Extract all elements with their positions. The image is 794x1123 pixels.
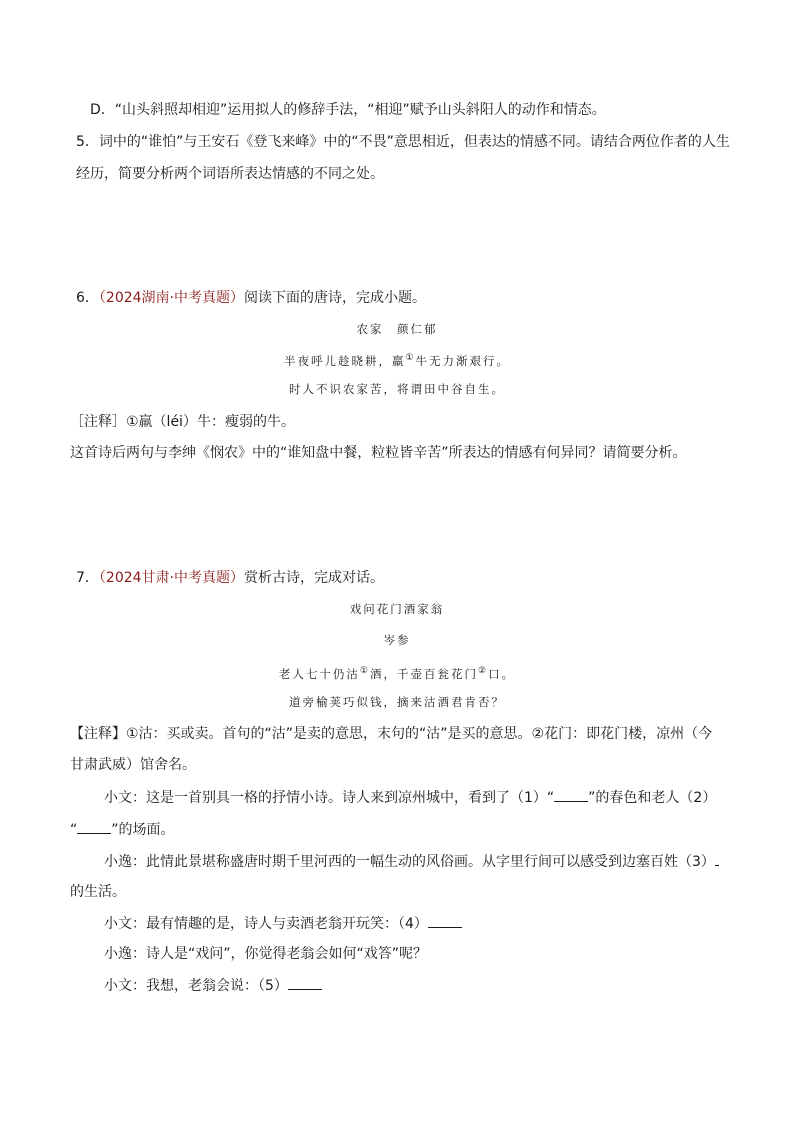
dialogue-text: 小逸：此情此景堪称盛唐时期千里河西的一幅生动的风俗画。从字里行间可以感受到边塞百姓（3）: [104, 854, 715, 870]
answer-blank-3[interactable]: [715, 851, 719, 866]
question-7-header: [76, 568, 384, 588]
note-marker: ①: [359, 666, 370, 676]
annotation-line1: 【注释】①沽：买或卖。首句的“沽”是卖的意思，末句的“沽”是买的意思。②花门：即花门楼，凉州（今: [70, 726, 713, 742]
poem-text: 口。: [488, 666, 516, 681]
note-marker: ①: [405, 353, 416, 363]
dialogue-3: [104, 913, 462, 934]
source-tag: 2024湖南·中考真题: [105, 290, 231, 306]
dialogue-1: [104, 787, 716, 808]
question-6-text: 这首诗后两句与李绅《悯农》中的“谁知盘中餐，粒粒皆辛苦”所表达的情感有何异同？请简要分析。: [70, 445, 687, 461]
dialogue-text: “: [70, 822, 78, 838]
option-d: D．“山头斜照却相迎”运用拟人的修辞手法，“相迎”赋予山头斜阳人的动作和情态。: [90, 102, 606, 118]
source-close: ）: [230, 570, 245, 586]
dialogue-text: ”的场面。: [111, 822, 175, 838]
dialogue-text: 小文：我想，老翁会说：（5）: [104, 978, 288, 994]
dialogue-text: 小文：最有情趣的是，诗人与卖酒老翁开玩笑：（4）: [104, 916, 428, 932]
poem-line-2: 道旁榆荚巧似钱，摘来沽酒君肯否？: [289, 695, 505, 709]
source-tag: 2024甘肃·中考真题: [105, 570, 231, 586]
question-number: 7．: [76, 570, 99, 586]
poem-line-1: [0, 662, 794, 683]
poem-title: 农家 颜仁郁: [356, 322, 438, 336]
dialogue-text: ”的春色和老人（2）: [588, 790, 717, 806]
source-open: （: [98, 290, 106, 306]
question-5-line2: 经历，简要分析两个词语所表达情感的不同之处。: [76, 166, 384, 182]
question-prompt: 赏析古诗，完成对话。: [244, 570, 385, 586]
dialogue-4: 小逸：诗人是“戏问”，你觉得老翁会如何“戏答”呢？: [104, 946, 428, 962]
note-marker: ②: [478, 666, 489, 676]
poem-author: 岑参: [383, 633, 411, 647]
answer-blank-1[interactable]: [554, 787, 588, 802]
dialogue-text: 小文：这是一首别具一格的抒情小诗。诗人来到凉州城中，看到了（1）“: [104, 790, 555, 806]
question-5-line1: 5．词中的“谁怕”与王安石《登飞来峰》中的“不畏”意思相近，但表达的情感不同。请结合两位作者的人生: [76, 134, 730, 150]
poem-text: 老人七十仍沽: [278, 666, 360, 681]
source-close: ）: [230, 290, 245, 306]
poem-text: 酒，千壶百瓮花门: [370, 666, 478, 681]
question-number: 6．: [76, 290, 99, 306]
annotation: ［注释］①羸（léi）牛：瘦弱的牛。: [70, 414, 295, 430]
poem-line-2: 时人不识农家苦，将谓田中谷自生。: [289, 382, 505, 396]
question-6-header: [76, 288, 426, 308]
dialogue-2-cont: 的生活。: [70, 884, 126, 900]
poem-line-1: [0, 349, 794, 370]
dialogue-5: [104, 975, 322, 996]
annotation-line2: 甘肃武威）馆舍名。: [70, 757, 196, 773]
answer-blank-2[interactable]: [77, 819, 111, 834]
poem-text: 牛无力渐艰行。: [415, 353, 511, 368]
answer-blank-4[interactable]: [428, 913, 462, 928]
answer-blank-5[interactable]: [288, 975, 322, 990]
poem-text: 半夜呼儿趁晓耕，羸: [283, 353, 406, 368]
question-prompt: 阅读下面的唐诗，完成小题。: [244, 290, 427, 306]
poem-title: 戏问花门酒家翁: [349, 602, 445, 616]
source-open: （: [98, 570, 106, 586]
dialogue-2: [104, 851, 719, 872]
dialogue-1-cont: [70, 819, 175, 840]
